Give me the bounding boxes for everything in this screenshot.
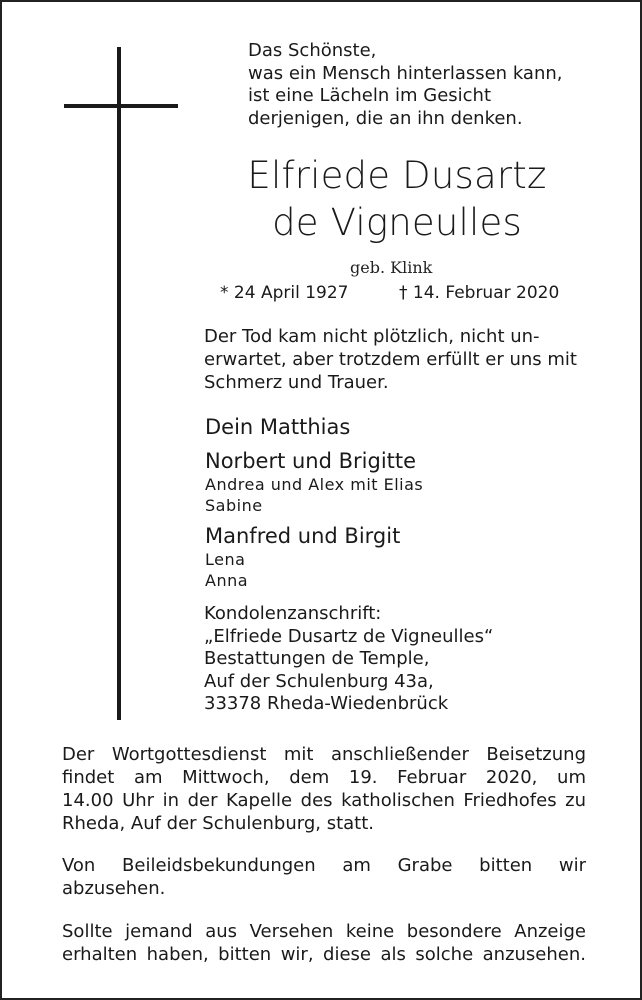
family-sub-member: Sabine bbox=[205, 495, 263, 515]
family-sub-member: Andrea und Alex mit Elias bbox=[205, 475, 424, 494]
birth-name: geb. Klink bbox=[350, 258, 433, 277]
cross-vertical-bar bbox=[117, 47, 121, 720]
request-line: Von Beileidsbekundungen am Grabe bitten wir bbox=[62, 855, 586, 876]
family-sub-member: Anna bbox=[205, 570, 249, 590]
deceased-name-line2: de Vigneulles bbox=[272, 201, 522, 244]
notice-line: erhalten haben, bitten wir, diese als solche anzusehen. bbox=[62, 944, 586, 965]
condolence-request bbox=[62, 854, 586, 900]
death-date: † 14. Februar 2020 bbox=[399, 283, 560, 303]
poem-line: derjenigen, die an ihn denken. bbox=[248, 107, 523, 129]
family-member-name: Dein Matthias bbox=[205, 415, 351, 439]
poem-line: ist eine Lächeln im Gesicht bbox=[248, 85, 492, 106]
notice-line: Sollte jemand aus Versehen keine besondere Anzeige bbox=[62, 921, 586, 942]
notice-statement bbox=[62, 920, 586, 966]
address-line: Auf der Schulenburg 43a, bbox=[204, 670, 434, 692]
statement-line: erwartet, aber trotzdem erfüllt er uns mit bbox=[204, 349, 577, 370]
service-line: Rheda, Auf der Schulenburg, statt. bbox=[62, 813, 375, 834]
family-sub-members bbox=[205, 550, 248, 591]
death-statement bbox=[204, 325, 592, 394]
statement-line: Schmerz und Trauer. bbox=[204, 372, 389, 393]
cross-horizontal-bar bbox=[64, 104, 178, 108]
service-line: Der Wortgottesdienst mit anschließender Beisetzung bbox=[62, 744, 586, 765]
address-line: Kondolenzanschrift: bbox=[204, 603, 382, 624]
family-sub-member: Lena bbox=[205, 550, 246, 569]
family-sub-members bbox=[205, 475, 423, 516]
request-line: abzusehen. bbox=[62, 878, 166, 899]
memorial-poem bbox=[248, 40, 618, 130]
address-line: Bestattungen de Temple, bbox=[204, 648, 430, 669]
condolence-address bbox=[204, 603, 493, 716]
service-announcement bbox=[62, 743, 586, 835]
family-member-name: Manfred und Birgit bbox=[205, 524, 401, 548]
poem-line: Das Schönste, bbox=[248, 40, 377, 61]
service-line: findet am Mittwoch, dem 19. Februar 2020, um bbox=[62, 767, 586, 788]
birth-date: * 24 April 1927 bbox=[220, 283, 349, 303]
deceased-name-line1: Elfriede Dusartz bbox=[247, 154, 547, 197]
poem-line: was ein Mensch hinterlassen kann, bbox=[248, 62, 563, 84]
address-line: „Elfriede Dusartz de Vigneulles“ bbox=[204, 625, 494, 647]
service-line: 14.00 Uhr in der Kapelle des katholischen Friedhofes zu bbox=[62, 790, 586, 811]
address-line: 33378 Rheda-Wiedenbrück bbox=[204, 693, 449, 714]
statement-line: Der Tod kam nicht plötzlich, nicht un- bbox=[204, 326, 540, 347]
family-member-name: Norbert und Brigitte bbox=[205, 449, 417, 473]
